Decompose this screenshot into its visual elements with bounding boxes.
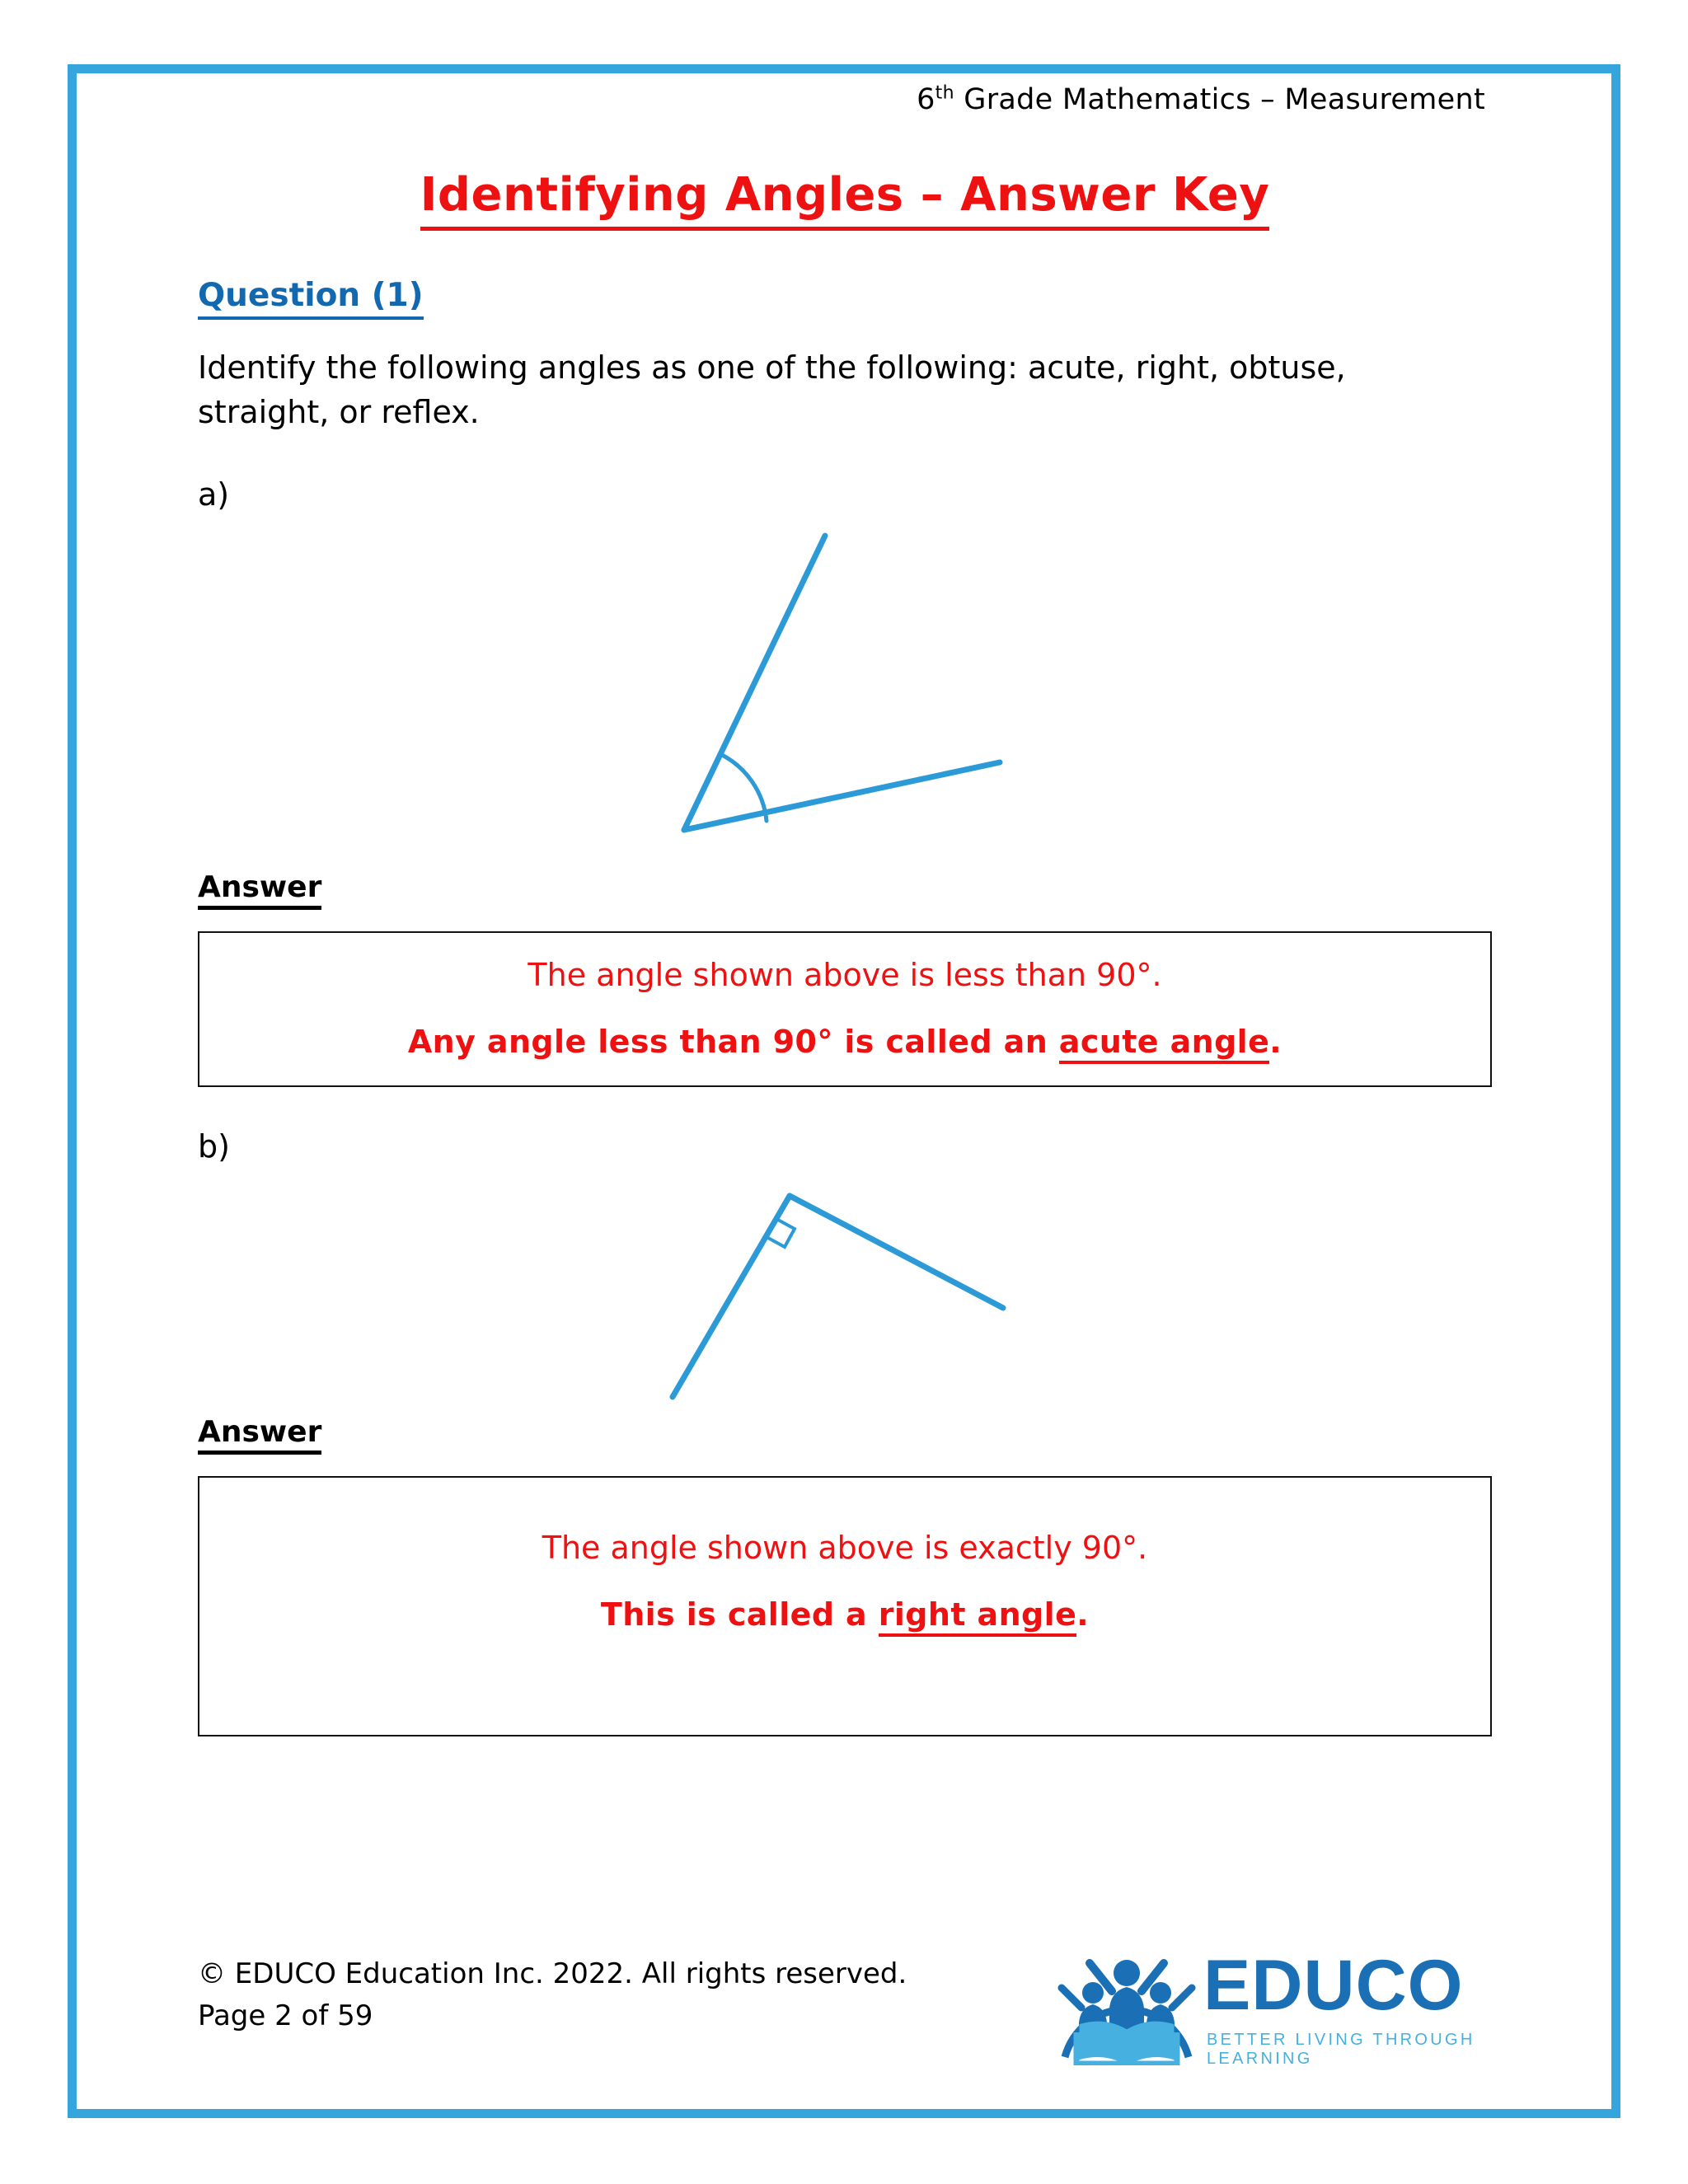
answer-a-term-acute-angle: acute angle	[1059, 1024, 1269, 1064]
educo-wordmark: EDUCO	[1203, 1946, 1464, 2025]
answer-b-line-2	[232, 1594, 1457, 1636]
answer-b-line-1: The angle shown above is exactly 90°.	[542, 1529, 1148, 1566]
copyright-notice: © EDUCO Education Inc. 2022. All rights reserved.	[198, 1957, 907, 1990]
logo-figure-left-arm-icon	[1062, 1988, 1081, 2008]
answer-a-line-1: The angle shown above is less than 90°.	[528, 956, 1162, 993]
educo-tagline: BETTER LIVING THROUGH LEARNING	[1207, 2031, 1475, 2068]
logo-figure-right-arm-icon	[1172, 1988, 1192, 2008]
logo-figure-center-head-icon	[1114, 1960, 1140, 1986]
page-title-text: Identifying Angles – Answer Key	[420, 168, 1270, 231]
answer-a-label-row	[198, 870, 1492, 910]
answer-label-a-text: Answer	[198, 870, 321, 910]
educo-logo	[1057, 1938, 1485, 2079]
answer-b-line-2-pre: This is called a	[600, 1596, 879, 1633]
answer-label-b-text: Answer	[198, 1415, 321, 1455]
part-label-b: b)	[198, 1127, 230, 1165]
question-heading	[198, 277, 424, 320]
answer-a-line-2-pre: Any angle less than 90° is called an	[407, 1024, 1059, 1061]
question-heading-row	[198, 234, 1492, 320]
running-header-subject: Grade Mathematics – Measurement	[954, 83, 1485, 116]
logo-figure-left-head-icon	[1082, 1982, 1104, 2004]
acute-angle-figure	[198, 513, 1492, 867]
figure-b-container	[198, 1165, 1492, 1415]
page-footer	[198, 1946, 1492, 2110]
acute-angle-ray-2	[684, 762, 1000, 830]
answer-a-line-2	[232, 1021, 1457, 1063]
running-header-grade-number: 6	[917, 83, 935, 116]
answer-label-b	[198, 1415, 321, 1455]
page-content	[198, 82, 1492, 1736]
answer-b-term-right-angle: right angle	[879, 1596, 1077, 1637]
part-label-a: a)	[198, 476, 230, 513]
answer-label-a	[198, 870, 321, 910]
right-angle-figure	[198, 1165, 1492, 1412]
question-heading-text: Question (1)	[198, 277, 424, 320]
right-angle-ray-2	[790, 1196, 1003, 1308]
answer-b-label-row	[198, 1415, 1492, 1455]
logo-book-right-page-icon	[1128, 2023, 1172, 2062]
educo-logo-mark-icon	[1057, 1942, 1197, 2065]
logo-book-left-page-icon	[1081, 2023, 1125, 2062]
answer-b-line-2-post: .	[1076, 1596, 1090, 1633]
question-prompt: Identify the following angles as one of the following: acute, right, obtuse, straight, or reflex.	[198, 349, 1346, 430]
answer-box-a	[198, 931, 1492, 1087]
figure-a-container	[198, 513, 1492, 870]
answer-box-b	[198, 1476, 1492, 1737]
logo-figure-right-head-icon	[1150, 1982, 1171, 2004]
page-number: Page 2 of 59	[198, 1999, 373, 2032]
running-header	[198, 82, 1492, 117]
page-title	[198, 168, 1492, 234]
running-header-ordinal-suffix: th	[935, 82, 954, 104]
answer-a-line-2-post: .	[1269, 1024, 1282, 1061]
